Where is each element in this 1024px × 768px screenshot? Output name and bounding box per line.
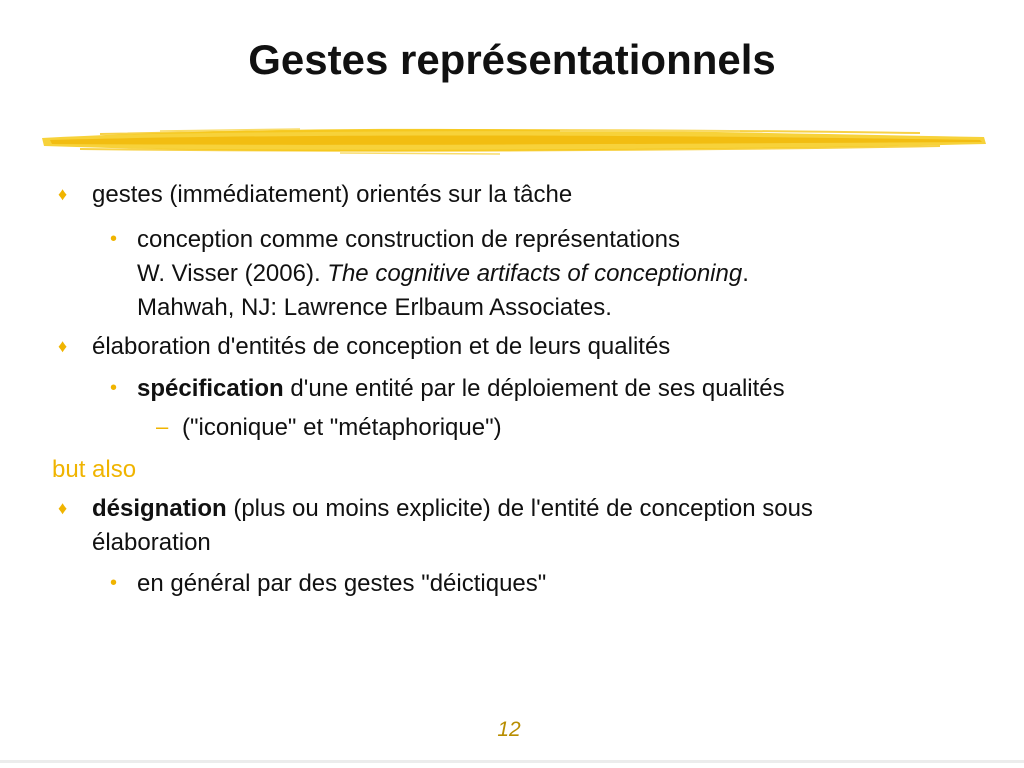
bullet-text xyxy=(92,178,972,211)
footer-divider xyxy=(0,760,1024,763)
text-run: gestes (immédiatement) orientés sur la tâche xyxy=(92,181,573,208)
bullet-text xyxy=(137,223,977,256)
bullet-text xyxy=(137,372,977,405)
bullet-continuation xyxy=(137,257,977,290)
bullet-item-level-2 xyxy=(110,372,977,405)
dot-bullet-icon: • xyxy=(110,572,118,594)
bullet-text xyxy=(52,456,136,483)
bullet-item-level-1 xyxy=(58,330,972,363)
italic-title: The cognitive artifacts of conceptioning xyxy=(327,260,743,287)
text-run: conception comme construction de représentations xyxy=(137,226,680,253)
dot-bullet-icon: • xyxy=(110,228,118,250)
text-run: (plus ou moins explicite) de l'entité de conception sous xyxy=(226,495,813,522)
page-number: 12 xyxy=(497,718,521,741)
bullet-item-level-3 xyxy=(156,411,982,444)
bullet-text xyxy=(92,492,972,525)
dash-bullet-icon: – xyxy=(156,414,169,439)
text-run: . xyxy=(742,260,749,287)
bullet-item-level-2 xyxy=(110,567,977,600)
diamond-bullet-icon: ♦ xyxy=(58,498,68,518)
text-run: élaboration xyxy=(92,529,211,556)
text-run: d'une entité par le déploiement de ses qualités xyxy=(283,375,785,402)
diamond-bullet-icon: ♦ xyxy=(58,336,68,356)
dot-bullet-icon: • xyxy=(110,377,118,399)
diamond-bullet-icon: ♦ xyxy=(58,184,68,204)
title-underline-brush xyxy=(40,122,986,162)
bullet-text xyxy=(137,257,977,290)
bullet-text xyxy=(92,330,972,363)
bullet-text xyxy=(92,526,972,559)
bold-term: désignation xyxy=(92,495,227,522)
slide-title: Gestes représentationnels xyxy=(248,36,776,83)
text-run: but also xyxy=(52,456,137,483)
bullet-item-level-1 xyxy=(58,178,972,211)
text-run: ("iconique" et "métaphorique") xyxy=(182,414,502,441)
text-run: W. Visser (2006). xyxy=(137,260,328,287)
bold-term: spécification xyxy=(137,375,284,402)
text-run: Mahwah, NJ: Lawrence Erlbaum Associates. xyxy=(137,294,612,321)
bullet-text xyxy=(137,567,977,600)
bullet-continuation xyxy=(137,291,977,324)
bullet-text xyxy=(137,291,977,324)
bullet-item-level-1 xyxy=(58,492,972,525)
bullet-item-level-2 xyxy=(110,223,977,256)
text-run: en général par des gestes "déictiques" xyxy=(137,570,547,597)
text-run: élaboration d'entités de conception et de leurs qualités xyxy=(92,333,671,360)
lead-text xyxy=(52,453,136,486)
bullet-text xyxy=(182,411,982,444)
bullet-continuation xyxy=(92,526,972,559)
